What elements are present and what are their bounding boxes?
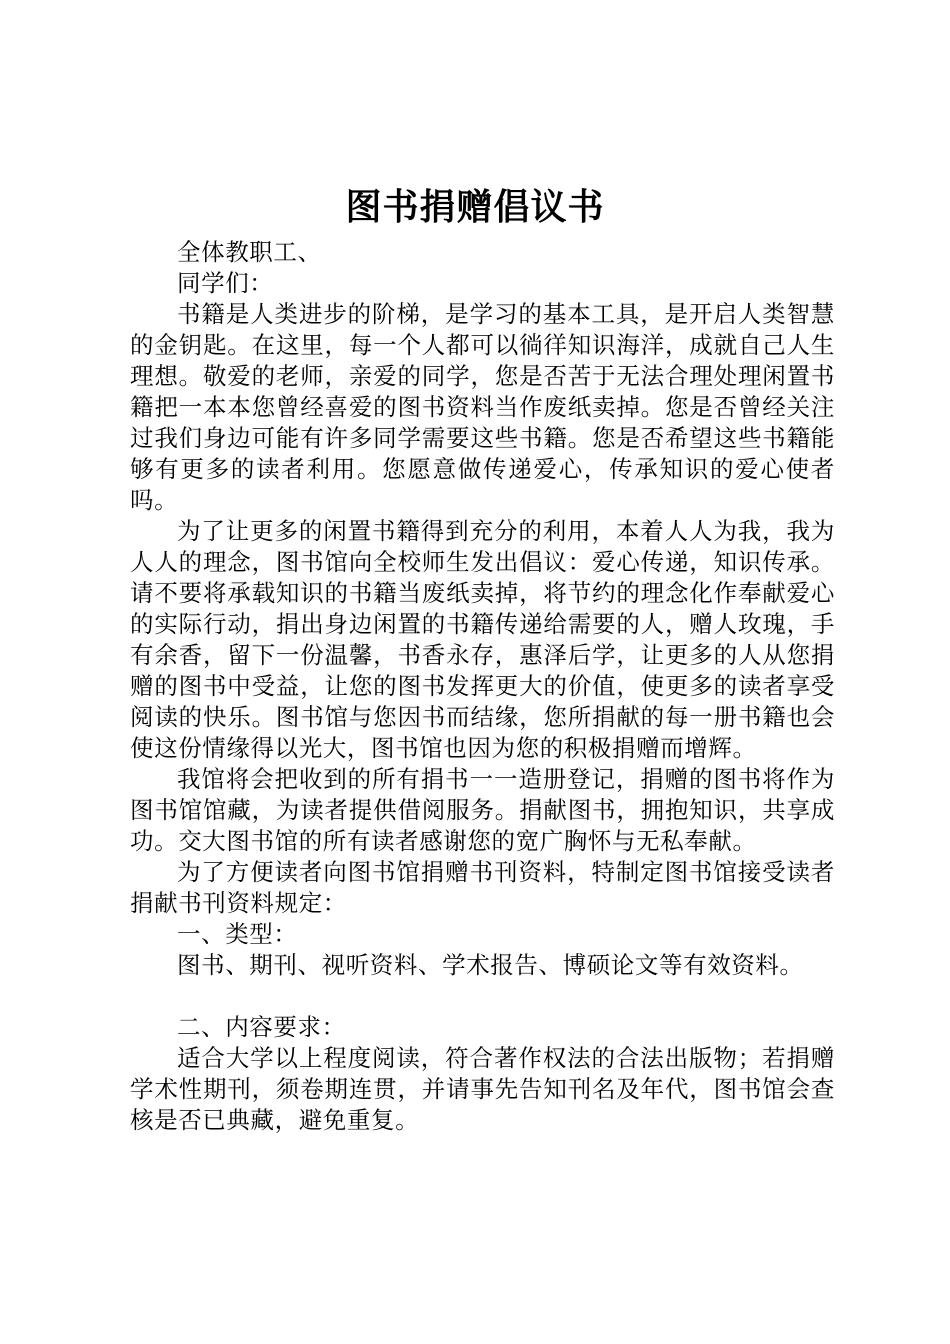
- paragraph-registration: 我馆将会把收到的所有捐书一一造册登记，捐赠的图书将作为图书馆馆藏，为读者提供借阅服务。捐献图书，拥抱知识，共享成功。交大图书馆的所有读者感谢您的宽广胸怀与无私奉献。: [130, 765, 835, 855]
- document-body: [130, 237, 835, 1136]
- page-title: 图书捐赠倡议书: [345, 187, 605, 228]
- paragraph-intro: 书籍是人类进步的阶梯，是学习的基本工具，是开启人类智慧的金钥匙。在这里，每一个人都可以徜徉知识海洋，成就自己人生理想。敬爱的老师，亲爱的同学，您是否苦于无法合理处理闲置书籍把一本本您曾经喜爱的图书资料当作废纸卖掉。您是否曾经关注过我们身边可能有许多同学需要这些书籍。您是否希望这些书籍能够有更多的读者利用。您愿意做传递爱心，传承知识的爱心使者吗。: [130, 300, 835, 514]
- section-heading-content: 二、内容要求：: [177, 1013, 346, 1041]
- section-body-content: 适合大学以上程度阅读，符合著作权法的合法出版物；若捐赠学术性期刊，须卷期连贯，并请事先告知刊名及年代，图书馆会查核是否已典藏，避免重复。: [130, 1044, 835, 1134]
- paragraph-rules-intro: 为了方便读者向图书馆捐赠书刊资料，特制定图书馆接受读者捐献书刊资料规定：: [130, 858, 835, 917]
- section-body-type: 图书、期刊、视听资料、学术报告、博硕论文等有效资料。: [177, 951, 804, 979]
- salutation-line-1: 全体教职工、: [177, 238, 322, 266]
- paragraph-initiative: 为了让更多的闲置书籍得到充分的利用，本着人人为我，我为人人的理念，图书馆向全校师生发出倡议：爱心传递，知识传承。请不要将承载知识的书籍当废纸卖掉，将节约的理念化作奉献爱心的实际行动，捐出身边闲置的书籍传递给需要的人，赠人玫瑰，手有余香，留下一份温馨，书香永存，惠泽后学，让更多的人从您捐赠的图书中受益，让您的图书发挥更大的价值，使更多的读者享受阅读的快乐。图书馆与您因书而结缘，您所捐献的每一册书籍也会使这份情缘得以光大，图书馆也因为您的积极捐赠而增辉。: [130, 517, 835, 762]
- section-heading-type: 一、类型：: [177, 920, 298, 948]
- salutation-line-2: 同学们：: [177, 269, 274, 297]
